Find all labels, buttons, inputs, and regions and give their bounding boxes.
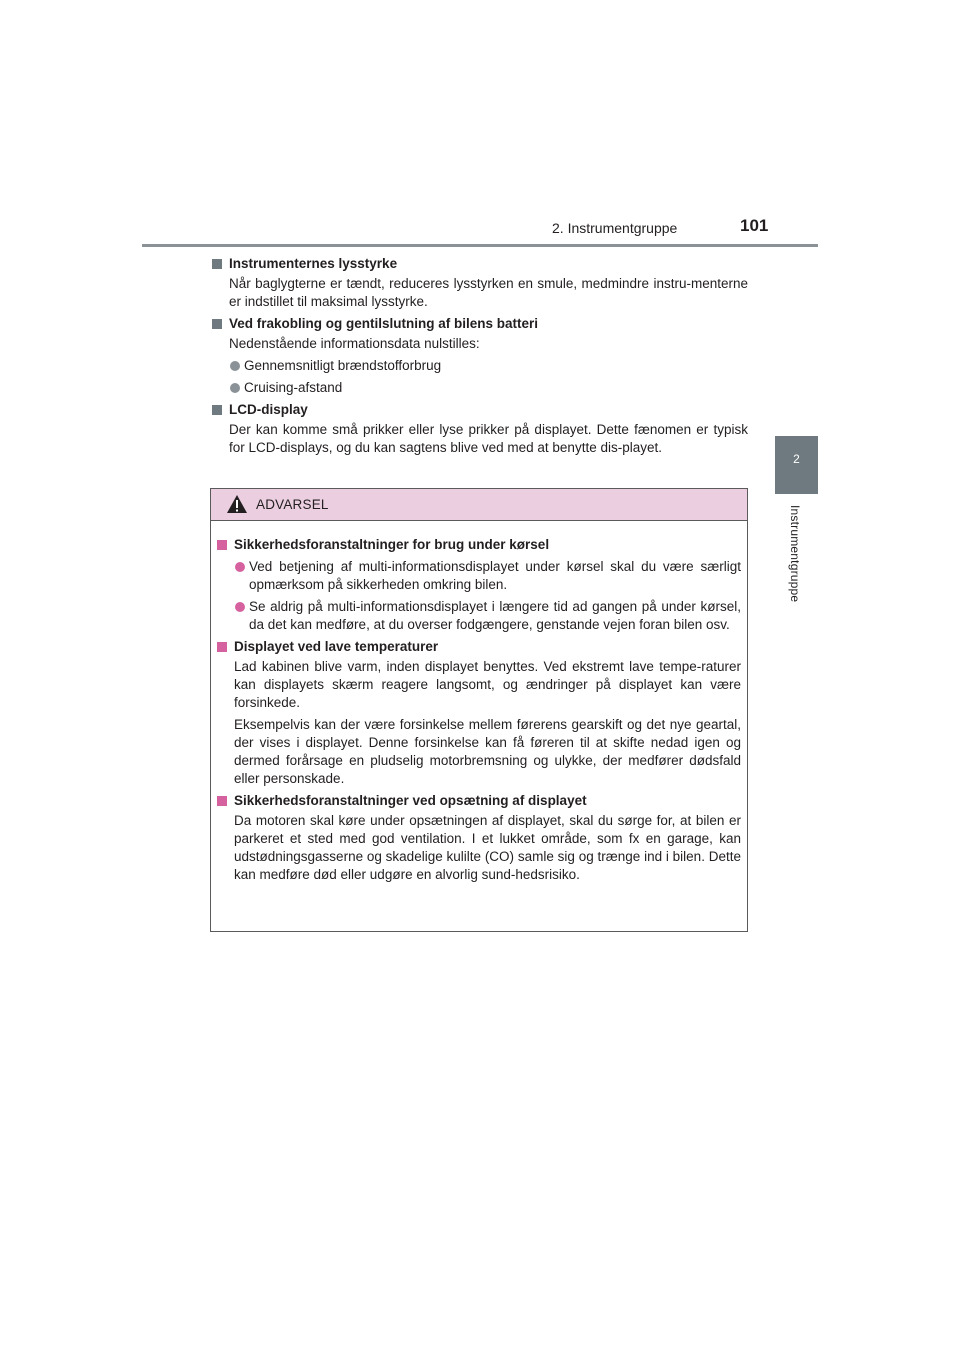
section-heading: Ved frakobling og gentilslutning af bilens batteri <box>212 315 748 333</box>
square-bullet-icon <box>217 796 227 806</box>
section-lcd <box>212 401 748 457</box>
section-heading: Sikkerhedsforanstaltninger for brug under kørsel <box>217 536 741 554</box>
main-content <box>212 252 748 457</box>
section-text: Lad kabinen blive varm, inden displayet benyttes. Ved ekstremt lave tempe-raturer kan displayets skærm reagere langsomt, og ændringer på displayet kan være forsinkede. <box>234 659 741 710</box>
warning-header <box>211 489 747 521</box>
warning-box <box>210 488 748 932</box>
section-heading: LCD-display <box>212 401 748 419</box>
section-heading: Displayet ved lave temperaturer <box>217 638 741 656</box>
side-tab-number: 2 <box>793 452 800 466</box>
round-bullet-icon <box>235 562 245 572</box>
round-bullet-icon <box>230 361 240 371</box>
section-heading: Instrumenternes lysstyrke <box>212 255 748 273</box>
section-brightness <box>212 255 748 311</box>
section-battery <box>212 315 748 397</box>
chapter-title: 2. Instrumentgruppe <box>552 220 678 236</box>
section-text: Da motoren skal køre under opsætningen af displayet, skal du sørge for, at bilen er parkeret et sted med god ventilation. I et lukket område, som fx en garage, kan udstødningsgasserne og skadelige kulilte (CO) samle sig og trænge ind i bilen. Dette kan medføre død eller udgøre en alvorlig sund-hedsrisiko. <box>234 813 741 882</box>
list-item: Se aldrig på multi-informationsdisplayet i længere tid ad gangen på under kørsel, da det kan medføre, at du overser fodgængere, genstande vejen foran bilen osv. <box>234 598 741 634</box>
list-item: Cruising-afstand <box>229 379 748 397</box>
round-bullet-icon <box>230 383 240 393</box>
square-bullet-icon <box>212 319 222 329</box>
section-text: Eksempelvis kan der være forsinkelse mellem førerens gearskift og det nye geartal, der vises i displayet. Denne forsinkelse kan få føreren til at skifte nedad igen og dermed forårsage en pludselig motorbremsning og ulykke, der medfører dødsfald eller personskade. <box>234 717 741 786</box>
square-bullet-icon <box>212 405 222 415</box>
section-text: Når baglygterne er tændt, reduceres lysstyrken en smule, medmindre instru-menterne er indstillet til maksimal lysstyrke. <box>229 276 748 309</box>
side-tab-label: Instrumentgruppe <box>788 505 802 603</box>
warning-body <box>211 521 747 884</box>
page-number: 101 <box>740 216 769 235</box>
header-rule <box>142 244 818 247</box>
square-bullet-icon <box>212 259 222 269</box>
section-heading: Sikkerhedsforanstaltninger ved opsætning af displayet <box>217 792 741 810</box>
square-bullet-icon <box>217 540 227 550</box>
warning-title: ADVARSEL <box>256 497 329 512</box>
round-bullet-icon <box>235 602 245 612</box>
list-item: Ved betjening af multi-informationsdisplayet under kørsel skal du være særligt opmærksom på sikkerheden omkring bilen. <box>234 558 741 594</box>
square-bullet-icon <box>217 642 227 652</box>
section-text: Der kan komme små prikker eller lyse prikker på displayet. Dette fænomen er typisk for LCD-displays, og du kan sagtens blive ved med at benytte dis-playet. <box>229 422 748 455</box>
list-item: Gennemsnitligt brændstofforbrug <box>229 357 748 375</box>
section-text: Nedenstående informationsdata nulstilles: <box>229 336 480 351</box>
warning-triangle-icon <box>226 494 248 514</box>
